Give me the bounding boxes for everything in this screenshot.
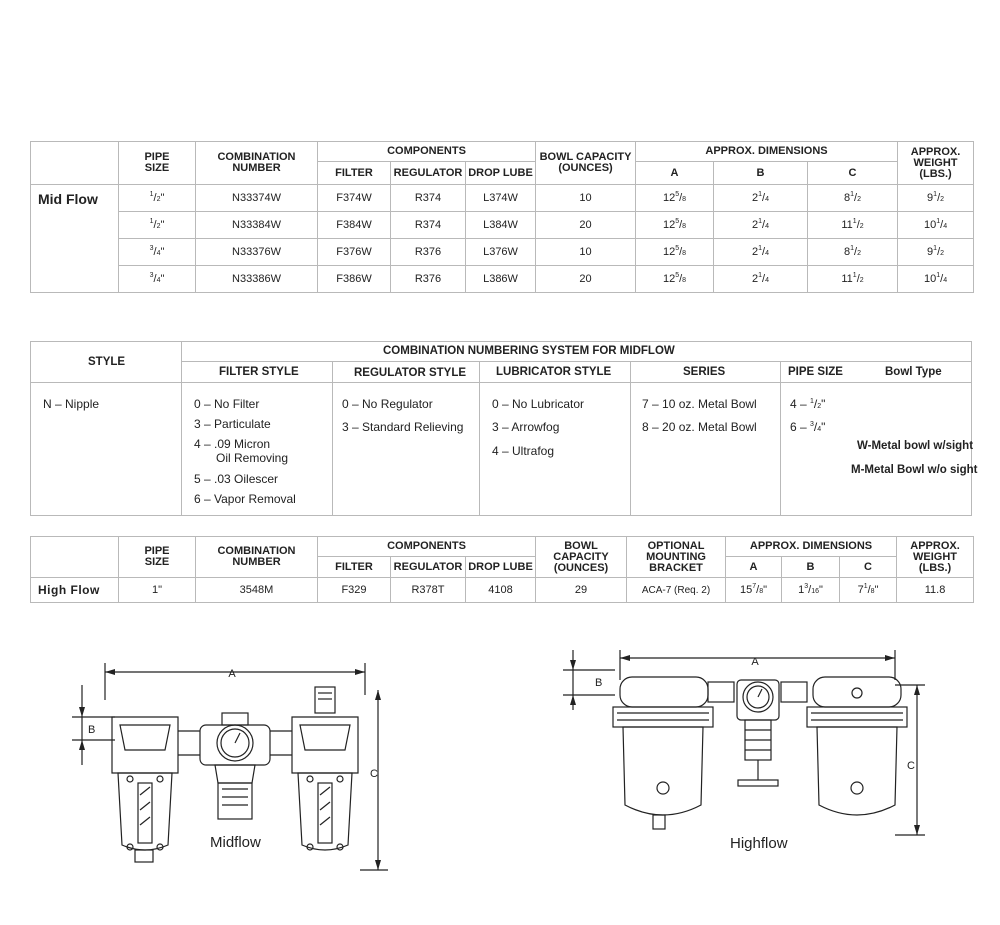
row-group-label: High Flow [31, 578, 119, 603]
bowl-cell: 20 [536, 266, 636, 293]
row-group-label: Mid Flow [31, 185, 119, 293]
dim-a-cell: $15^7/8$" [726, 578, 782, 603]
components-header: COMPONENTS [318, 537, 536, 557]
list-item: 6 – $^3$/4" [790, 420, 826, 434]
combo-cell: 3548M [196, 578, 318, 603]
drop-lube-header: DROP LUBE [466, 162, 536, 185]
dim-c-cell: $11^1/2$ [808, 212, 898, 239]
pipe-size-cell: $^1$/2" [119, 185, 196, 212]
dim-a-label: A [751, 656, 759, 668]
dim-a-label: A [228, 668, 236, 680]
regulator-style-header: REGULATOR STYLE [354, 367, 467, 379]
combo-cell: N33376W [196, 239, 318, 266]
approx-weight-header: APPROX. WEIGHT (LBS.) [898, 142, 974, 185]
filter-cell: F376W [318, 239, 391, 266]
dim-c-cell: $8^1/2$ [808, 185, 898, 212]
pipe-size-cell: $^1$/2" [119, 212, 196, 239]
regulator-cell: R376 [391, 266, 466, 293]
drop-lube-cell: L376W [466, 239, 536, 266]
drop-lube-cell: L386W [466, 266, 536, 293]
components-header: COMPONENTS [318, 142, 536, 162]
bowl-type-header: Bowl Type [885, 366, 942, 378]
list-item: 4 – .09 Micron [194, 437, 271, 451]
dim-c-label: C [907, 760, 915, 772]
list-item: 0 – No Lubricator [492, 397, 585, 411]
list-item: 7 – 10 oz. Metal Bowl [642, 397, 757, 411]
header-divider [181, 382, 971, 383]
table-row [31, 266, 974, 293]
column-divider [332, 361, 333, 515]
dim-b-cell: $1^3/16$" [782, 578, 840, 603]
weight-cell: $9^1/2$ [898, 185, 974, 212]
dim-a-header: A [726, 557, 782, 578]
list-item: M-Metal Bowl w/o sight [851, 464, 978, 476]
dim-a-cell: $12^5/8$ [636, 212, 714, 239]
pipe-size-cell: $^3$/4" [119, 266, 196, 293]
series-header: SERIES [683, 366, 726, 378]
title-divider [181, 361, 971, 362]
dim-b-cell: $2^1/4$ [714, 239, 808, 266]
list-item: 4 – $^1$/2" [790, 397, 826, 411]
filter-cell: F384W [318, 212, 391, 239]
weight-cell: $9^1/2$ [898, 239, 974, 266]
regulator-cell: R378T [391, 578, 466, 603]
dim-c-header: C [808, 162, 898, 185]
filter-cell: F386W [318, 266, 391, 293]
bowl-cell: 20 [536, 212, 636, 239]
pipe-size-header: PIPE SIZE [119, 142, 196, 185]
column-divider [780, 361, 781, 515]
approx-dimensions-header: APPROX. DIMENSIONS [636, 142, 898, 162]
pipe-size-cell: 1" [119, 578, 196, 603]
dim-b-label: B [88, 724, 96, 736]
weight-cell: $10^1/4$ [898, 266, 974, 293]
highflow-spec-table [30, 536, 974, 603]
filter-header: FILTER [318, 557, 391, 578]
list-item: Oil Removing [216, 451, 289, 465]
midflow-caption: Midflow [210, 834, 261, 851]
list-item: 6 – Vapor Removal [194, 492, 296, 506]
weight-cell: $10^1/4$ [898, 212, 974, 239]
approx-weight-header: APPROX. WEIGHT (LBS.) [897, 537, 974, 578]
lubricator-style-header: LUBRICATOR STYLE [496, 366, 612, 378]
table-row [31, 212, 974, 239]
combination-number-header: COMBINATION NUMBER [196, 142, 318, 185]
style-header: STYLE [88, 356, 126, 368]
list-item: W-Metal bowl w/sight [857, 440, 974, 452]
list-item: 5 – .03 Oilescer [194, 472, 279, 486]
dim-b-cell: $2^1/4$ [714, 185, 808, 212]
dim-c-header: C [840, 557, 897, 578]
combo-cell: N33374W [196, 185, 318, 212]
regulator-cell: R374 [391, 185, 466, 212]
dim-a-cell: $12^5/8$ [636, 266, 714, 293]
bracket-cell: ACA-7 (Req. 2) [627, 578, 726, 603]
column-divider [181, 342, 182, 515]
filter-cell: F329 [318, 578, 391, 603]
pipe-size-header: PIPE SIZE [119, 537, 196, 578]
list-item: 3 – Particulate [194, 417, 271, 431]
combo-cell: N33386W [196, 266, 318, 293]
bowl-cell: 10 [536, 239, 636, 266]
dim-a-cell: $12^5/8$ [636, 185, 714, 212]
numbering-system-table [30, 341, 978, 516]
combo-cell: N33384W [196, 212, 318, 239]
drop-lube-header: DROP LUBE [466, 557, 536, 578]
filter-header: FILTER [318, 162, 391, 185]
dim-a-header: A [636, 162, 714, 185]
highflow-caption: Highflow [730, 835, 788, 852]
filter-style-header: FILTER STYLE [219, 366, 299, 378]
list-item: 0 – No Regulator [342, 397, 433, 411]
midflow-spec-table [30, 141, 974, 293]
list-item: 4 – Ultrafog [492, 444, 555, 458]
style-value: N – Nipple [43, 397, 100, 411]
dim-b-cell: $2^1/4$ [714, 266, 808, 293]
regulator-cell: R374 [391, 212, 466, 239]
dim-c-cell: $8^1/2$ [808, 239, 898, 266]
table-row [31, 185, 974, 212]
dim-c-cell: $7^1/8$" [840, 578, 897, 603]
style-divider [31, 382, 181, 383]
bowl-capacity-header: BOWL CAPACITY (OUNCES) [536, 142, 636, 185]
bowl-capacity-header: BOWL CAPACITY (OUNCES) [536, 537, 627, 578]
pipe-size-header: PIPE SIZE [788, 366, 843, 378]
dim-b-header: B [782, 557, 840, 578]
numbering-title: COMBINATION NUMBERING SYSTEM FOR MIDFLOW [383, 345, 675, 357]
column-divider [479, 361, 480, 515]
drop-lube-cell: 4108 [466, 578, 536, 603]
filter-cell: F374W [318, 185, 391, 212]
list-item: 8 – 20 oz. Metal Bowl [642, 420, 757, 434]
dim-b-label: B [595, 677, 603, 689]
dim-c-cell: $11^1/2$ [808, 266, 898, 293]
weight-cell: 11.8 [897, 578, 974, 603]
combination-number-header: COMBINATION NUMBER [196, 537, 318, 578]
regulator-header: REGULATOR [391, 162, 466, 185]
pipe-size-cell: $^3$/4" [119, 239, 196, 266]
dim-b-header: B [714, 162, 808, 185]
optional-bracket-header: OPTIONAL MOUNTING BRACKET [627, 537, 726, 578]
list-item: 0 – No Filter [194, 397, 260, 411]
highflow-diagram [555, 645, 930, 850]
dim-b-cell: $2^1/4$ [714, 212, 808, 239]
table-row [31, 578, 974, 603]
dim-c-label: C [370, 768, 378, 780]
list-item: 3 – Standard Relieving [342, 420, 464, 434]
table-row [31, 239, 974, 266]
list-item: 3 – Arrowfog [492, 420, 560, 434]
drop-lube-cell: L374W [466, 185, 536, 212]
dim-a-cell: $12^5/8$ [636, 239, 714, 266]
bowl-cell: 29 [536, 578, 627, 603]
regulator-cell: R376 [391, 239, 466, 266]
column-divider [630, 361, 631, 515]
regulator-header: REGULATOR [391, 557, 466, 578]
drop-lube-cell: L384W [466, 212, 536, 239]
bowl-cell: 10 [536, 185, 636, 212]
approx-dimensions-header: APPROX. DIMENSIONS [726, 537, 897, 557]
